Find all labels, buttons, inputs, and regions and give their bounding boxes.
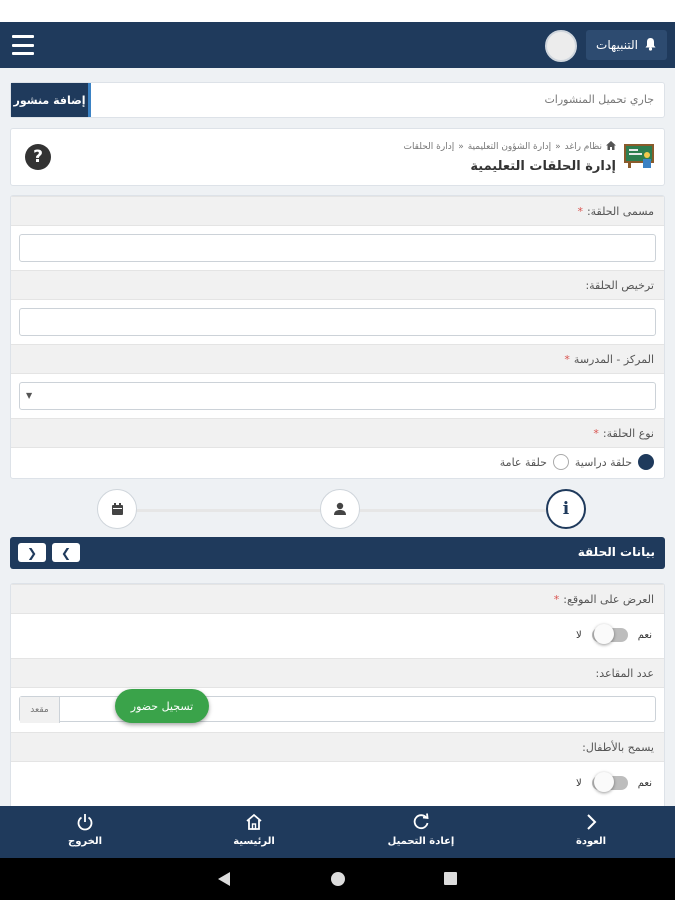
bottom-navigation <box>0 806 675 858</box>
system-recents-icon[interactable] <box>444 872 457 885</box>
home-icon[interactable] <box>606 141 616 153</box>
nav-reload-label: إعادة التحميل <box>387 836 455 847</box>
step-info-icon[interactable]: i <box>546 489 586 529</box>
nav-home-label: الرئيسية <box>233 836 275 847</box>
circle-form <box>10 195 665 479</box>
radio-general-circle[interactable] <box>553 454 569 470</box>
register-attendance-button[interactable]: تسجيل حضور <box>115 689 209 723</box>
help-icon[interactable]: ? <box>25 144 51 170</box>
bell-icon <box>644 37 657 54</box>
show-on-site-label: العرض على الموقع: * <box>11 584 664 614</box>
notifications-button[interactable] <box>586 30 667 60</box>
add-post-button[interactable]: إضافة منشور <box>11 83 91 117</box>
circle-type-label: نوع الحلقة: * <box>11 418 664 448</box>
seats-count-label: عدد المقاعد: <box>11 658 664 688</box>
allow-children-toggle[interactable] <box>592 776 628 790</box>
breadcrumb-item[interactable]: إدارة الشؤون التعليمية <box>467 142 552 152</box>
nav-home[interactable] <box>199 812 309 854</box>
breadcrumb-separator-icon: « <box>555 142 561 152</box>
center-school-label: المركز - المدرسة * <box>11 344 664 374</box>
radio-study-circle[interactable] <box>638 454 654 470</box>
posts-bar <box>10 82 665 118</box>
required-mark: * <box>564 352 570 366</box>
page-header <box>10 128 665 186</box>
nav-logout[interactable] <box>30 812 140 854</box>
form-stepper <box>96 489 586 531</box>
power-icon <box>76 812 94 832</box>
toggle-no-label: لا <box>576 629 582 641</box>
step-calendar-icon[interactable] <box>97 489 137 529</box>
chevron-right-icon <box>585 812 597 832</box>
radio-study-circle-label: حلقة دراسية <box>574 455 632 469</box>
required-mark: * <box>593 426 599 440</box>
nav-logout-label: الخروج <box>67 836 103 847</box>
circle-data-section-header <box>10 537 665 569</box>
toggle-yes-label: نعم <box>637 629 652 641</box>
system-back-icon[interactable] <box>218 872 230 886</box>
center-school-select[interactable] <box>19 382 656 410</box>
breadcrumb-item[interactable]: إدارة الحلقات <box>403 142 455 152</box>
show-on-site-toggle[interactable] <box>592 628 628 642</box>
nav-reload[interactable] <box>366 812 476 854</box>
nav-back[interactable] <box>536 812 646 854</box>
avatar[interactable] <box>545 30 577 62</box>
breadcrumb-separator-icon: « <box>458 142 464 152</box>
nav-back-label: العودة <box>575 836 607 847</box>
chevron-down-icon: ▼ <box>26 391 33 400</box>
breadcrumb <box>403 141 616 153</box>
reload-icon <box>412 812 430 832</box>
page-title: إدارة الحلقات التعليمية <box>470 159 616 174</box>
circle-name-label: مسمى الحلقة: * <box>11 196 664 226</box>
circle-details-form <box>10 583 665 806</box>
hamburger-menu-icon[interactable] <box>12 35 34 55</box>
system-navigation-bar <box>0 858 675 900</box>
required-mark: * <box>553 592 560 606</box>
show-on-site-toggle-row <box>576 628 652 642</box>
posts-loading-text: جاري تحميل المنشورات <box>544 93 654 106</box>
circle-name-input[interactable] <box>19 234 656 262</box>
next-arrow-button[interactable]: ❯ <box>52 543 80 562</box>
previous-arrow-button[interactable]: ❮ <box>18 543 46 562</box>
circle-type-radio-group <box>500 454 654 470</box>
classroom-board-icon <box>624 143 654 169</box>
system-home-icon[interactable] <box>331 872 345 886</box>
section-title: بيانات الحلقة <box>577 545 655 559</box>
seats-unit-addon: مقعد <box>20 697 60 723</box>
radio-general-circle-label: حلقة عامة <box>499 455 547 469</box>
toggle-yes-label: نعم <box>637 777 652 789</box>
main-content <box>0 68 675 806</box>
step-user-icon[interactable] <box>320 489 360 529</box>
status-bar <box>0 0 675 22</box>
breadcrumb-item[interactable]: نظام راغد <box>564 142 602 152</box>
notifications-label: التنبيهات <box>596 38 638 52</box>
required-mark: * <box>577 204 583 218</box>
home-icon <box>245 812 263 832</box>
circle-license-label: ترخيص الحلقة: <box>11 270 664 300</box>
toggle-no-label: لا <box>576 777 582 789</box>
top-app-bar <box>0 22 675 68</box>
circle-license-input[interactable] <box>19 308 656 336</box>
allow-children-label: يسمح بالأطفال: <box>11 732 664 762</box>
allow-children-toggle-row <box>576 776 652 790</box>
